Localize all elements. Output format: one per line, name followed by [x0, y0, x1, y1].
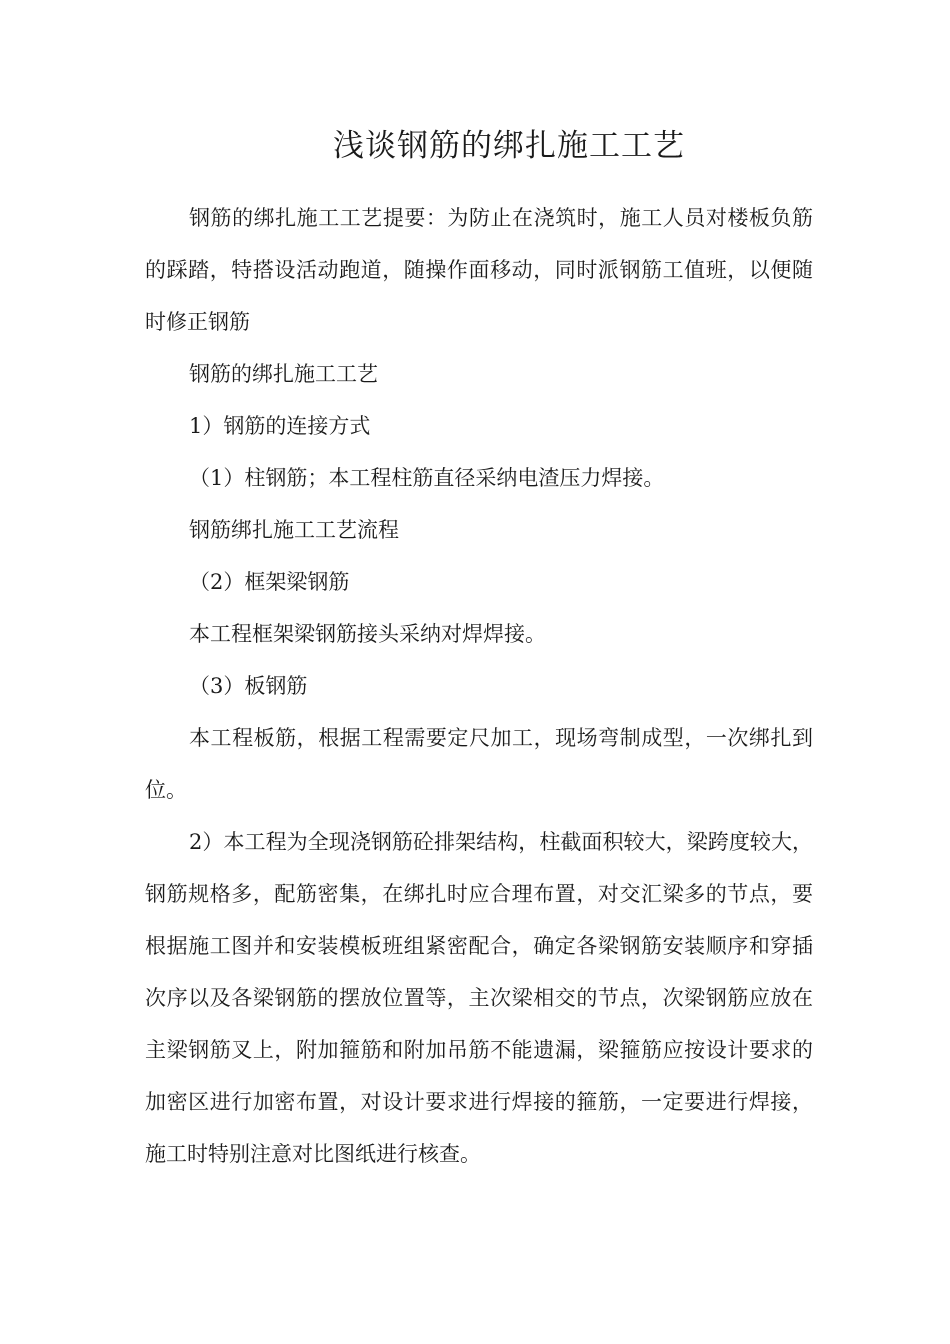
paragraph-slab-rebar-heading: （3）板钢筋	[189, 674, 308, 698]
paragraph-slab-rebar: 本工程板筋，根据工程需要定尺加工，现场弯制成型，一次绑扎到位。	[145, 726, 813, 802]
paragraph-connection-method: 1）钢筋的连接方式	[189, 414, 371, 438]
paragraph-column-rebar: （1）柱钢筋；本工程柱筋直径采纳电渣压力焊接。	[189, 466, 665, 490]
document-body	[145, 192, 813, 1180]
paragraph-process-flow: 钢筋绑扎施工工艺流程	[189, 518, 399, 542]
paragraph-heading-process: 钢筋的绑扎施工工艺	[189, 362, 378, 386]
paragraph-summary: 钢筋的绑扎施工工艺提要：为防止在浇筑时，施工人员对楼板负筋的踩踏，特搭设活动跑道，随操作面移动，同时派钢筋工值班，以便随时修正钢筋	[145, 206, 813, 334]
document-title: 浅谈钢筋的绑扎施工工艺	[333, 128, 685, 164]
paragraph-structure-notes: 2）本工程为全现浇钢筋砼排架结构，柱截面积较大，梁跨度较大，钢筋规格多，配筋密集，在绑扎时应合理布置，对交汇梁多的节点，要根据施工图并和安装模板班组紧密配合，确定各梁钢筋安装顺序和穿插次序以及各梁钢筋的摆放位置等，主次梁相交的节点，次梁钢筋应放在主梁钢筋叉上，附加箍筋和附加吊筋不能遗漏，梁箍筋应按设计要求的加密区进行加密布置，对设计要求进行焊接的箍筋，一定要进行焊接，施工时特别注意对比图纸进行核查。	[145, 830, 813, 1166]
paragraph-beam-rebar: 本工程框架梁钢筋接头采纳对焊焊接。	[189, 622, 546, 646]
paragraph-beam-rebar-heading: （2）框架梁钢筋	[189, 570, 350, 594]
